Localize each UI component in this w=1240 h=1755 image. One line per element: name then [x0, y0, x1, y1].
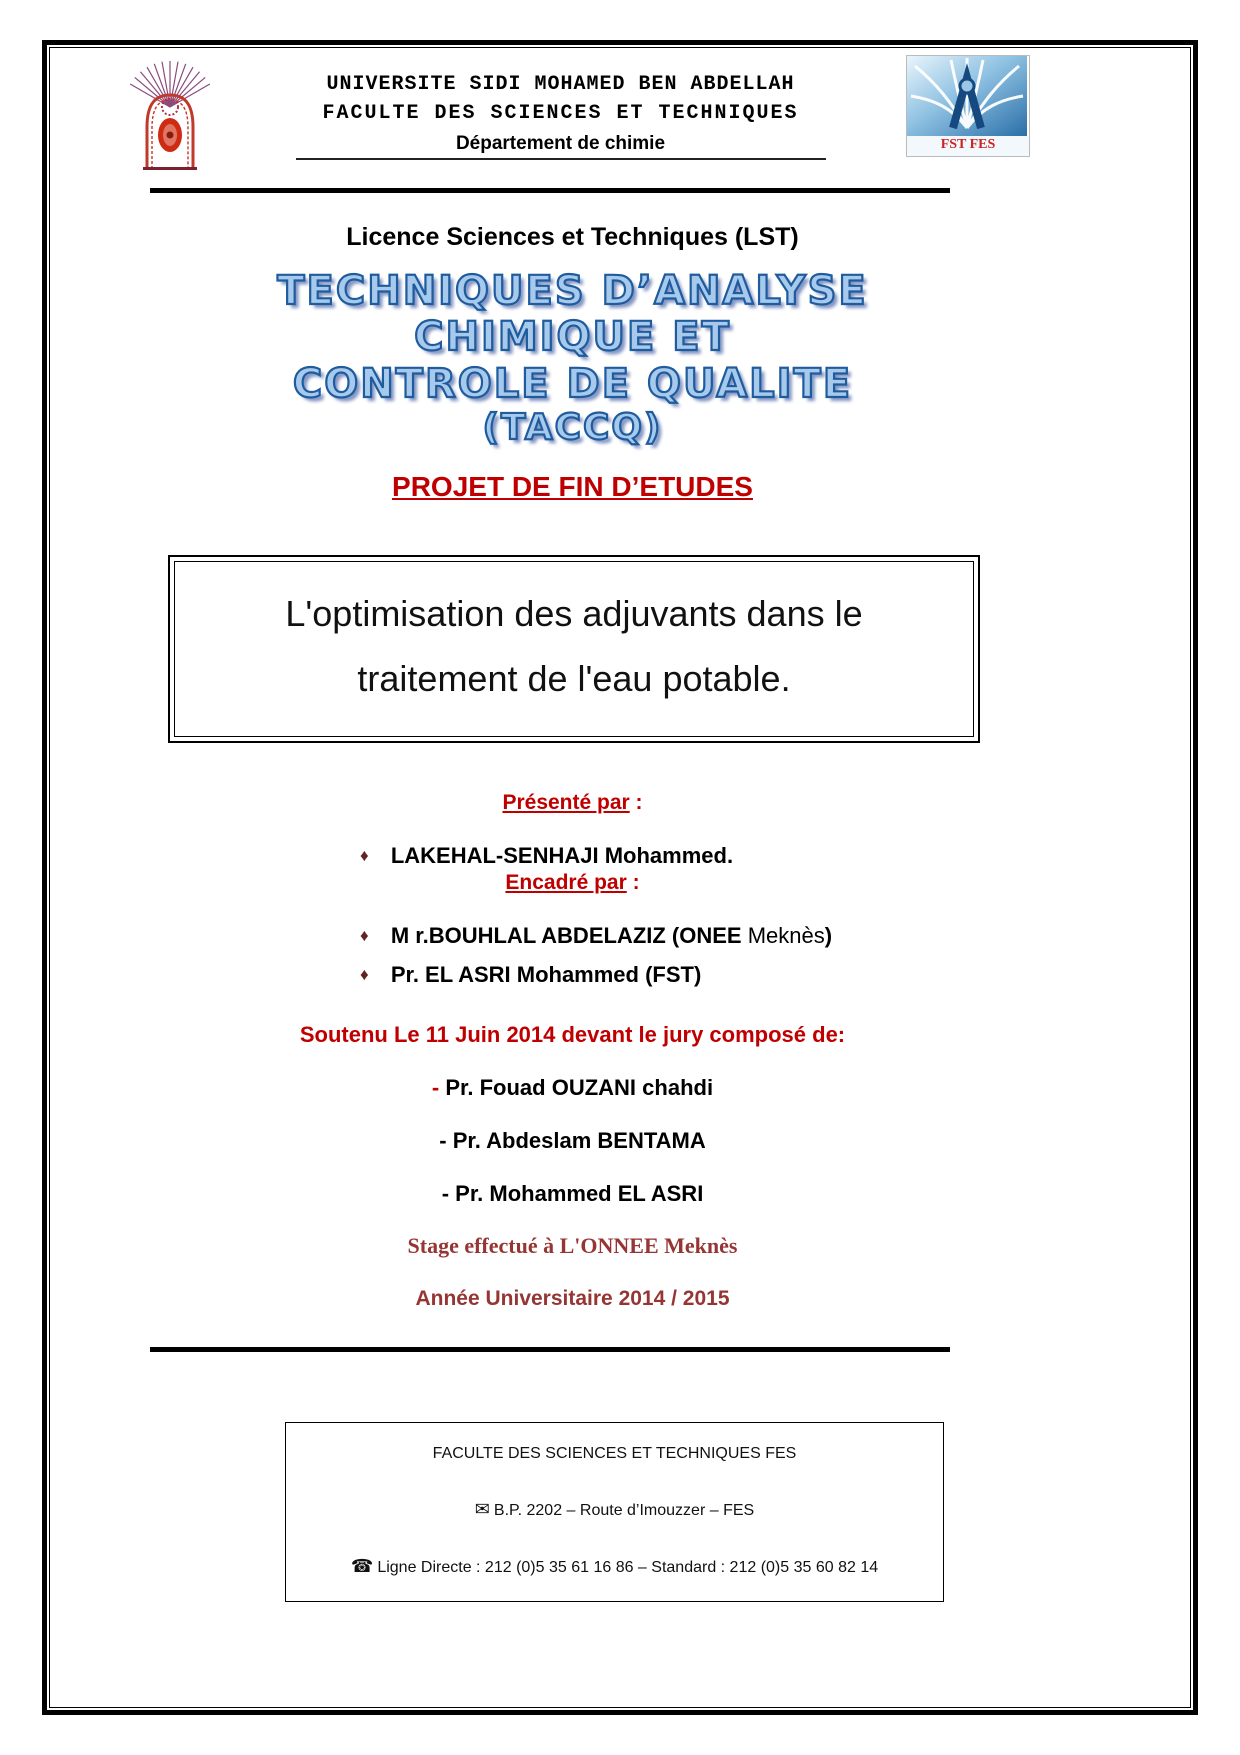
- jury-intro: Soutenu Le 11 Juin 2014 devant le jury composé de:: [299, 1021, 846, 1047]
- jury-member-name: Pr. Abdeslam BENTAMA: [452, 1127, 706, 1153]
- people-list: [360, 843, 995, 869]
- jury-member-name: Pr. Fouad OUZANI chahdi: [445, 1074, 714, 1100]
- footer-phone-line: [292, 1556, 937, 1577]
- bottom-rule: [150, 1347, 950, 1352]
- cover-page-content: [150, 55, 995, 1602]
- fst-logo: [906, 55, 1030, 157]
- university-logo-icon: [125, 55, 215, 178]
- jury-dash: -: [439, 1127, 453, 1153]
- supervisor-row-1: [360, 923, 995, 949]
- thesis-title: [187, 582, 961, 712]
- diamond-bullet-icon: ♦: [360, 925, 369, 945]
- header-titles: [215, 55, 906, 160]
- jury-list: [150, 1075, 995, 1207]
- academic-year-line: Année Universitaire 2014 / 2015: [415, 1286, 730, 1310]
- fst-logo-label: FST FES: [907, 136, 1029, 156]
- footer-contact-box: [285, 1422, 944, 1602]
- jury-dash: -: [431, 1074, 446, 1100]
- thesis-title-line-1: L'optimisation des adjuvants dans le: [285, 592, 863, 634]
- thesis-title-line-2: traitement de l'eau potable.: [357, 657, 791, 699]
- department-name: Département de chimie: [455, 133, 666, 154]
- footer-address-line: [292, 1499, 937, 1520]
- jury-dash: -: [441, 1180, 456, 1206]
- envelope-icon: ✉: [474, 1498, 490, 1519]
- header: [150, 55, 995, 178]
- supervisor-1-close: ): [824, 922, 833, 948]
- department-underline: [296, 158, 826, 160]
- program-wordart: [150, 268, 995, 449]
- phone-icon: ☎: [350, 1555, 374, 1576]
- supervisors-list: [360, 923, 995, 988]
- internship-line: Stage effectué à L'ONNEE Meknès: [407, 1232, 738, 1258]
- university-name: UNIVERSITE SIDI MOHAMED BEN ABDELLAH: [326, 73, 795, 96]
- supervisor-2-name: Pr. EL ASRI Mohammed (FST): [390, 961, 702, 987]
- supervised-by-label: Encadré par :: [505, 870, 640, 894]
- diamond-bullet-icon: ♦: [360, 845, 369, 865]
- presented-by-label: Présenté par :: [502, 790, 643, 814]
- footer-address: B.P. 2202 – Route d’Imouzzer – FES: [493, 1501, 755, 1519]
- student-name-row: [360, 843, 995, 869]
- degree-line: Licence Sciences et Techniques (LST): [346, 223, 799, 251]
- thesis-title-box: [168, 555, 980, 743]
- faculty-name: FACULTE DES SCIENCES ET TECHNIQUES: [322, 102, 799, 125]
- program-line-1: TECHNIQUES D’ANALYSE CHIMIQUE ET: [277, 268, 868, 361]
- project-heading: PROJET DE FIN D’ETUDES: [392, 470, 753, 502]
- supervisor-1-name: M r.BOUHLAL ABDELAZIZ (ONEE: [390, 922, 748, 948]
- diamond-bullet-icon: ♦: [360, 964, 369, 984]
- footer-phones: Ligne Directe : 212 (0)5 35 61 16 86 – Standard : 212 (0)5 35 60 82 14: [377, 1558, 879, 1576]
- program-line-2: CONTROLE DE QUALITE: [292, 360, 853, 407]
- student-name: LAKEHAL-SENHAJI Mohammed.: [390, 842, 734, 868]
- footer-faculty: FACULTE DES SCIENCES ET TECHNIQUES FES: [432, 1444, 797, 1462]
- program-line-3: (TACCQ): [482, 407, 663, 449]
- thesis-title-box-inner: [174, 561, 974, 737]
- supervisor-row-2: [360, 962, 995, 988]
- jury-member-name: Pr. Mohammed EL ASRI: [455, 1180, 704, 1206]
- jury-member: [150, 1128, 995, 1154]
- fst-logo-icon: [907, 56, 1027, 136]
- supervisor-1-city: Meknès: [747, 922, 825, 948]
- jury-member: [150, 1181, 995, 1207]
- jury-member: [150, 1075, 995, 1101]
- header-rule: [150, 188, 950, 193]
